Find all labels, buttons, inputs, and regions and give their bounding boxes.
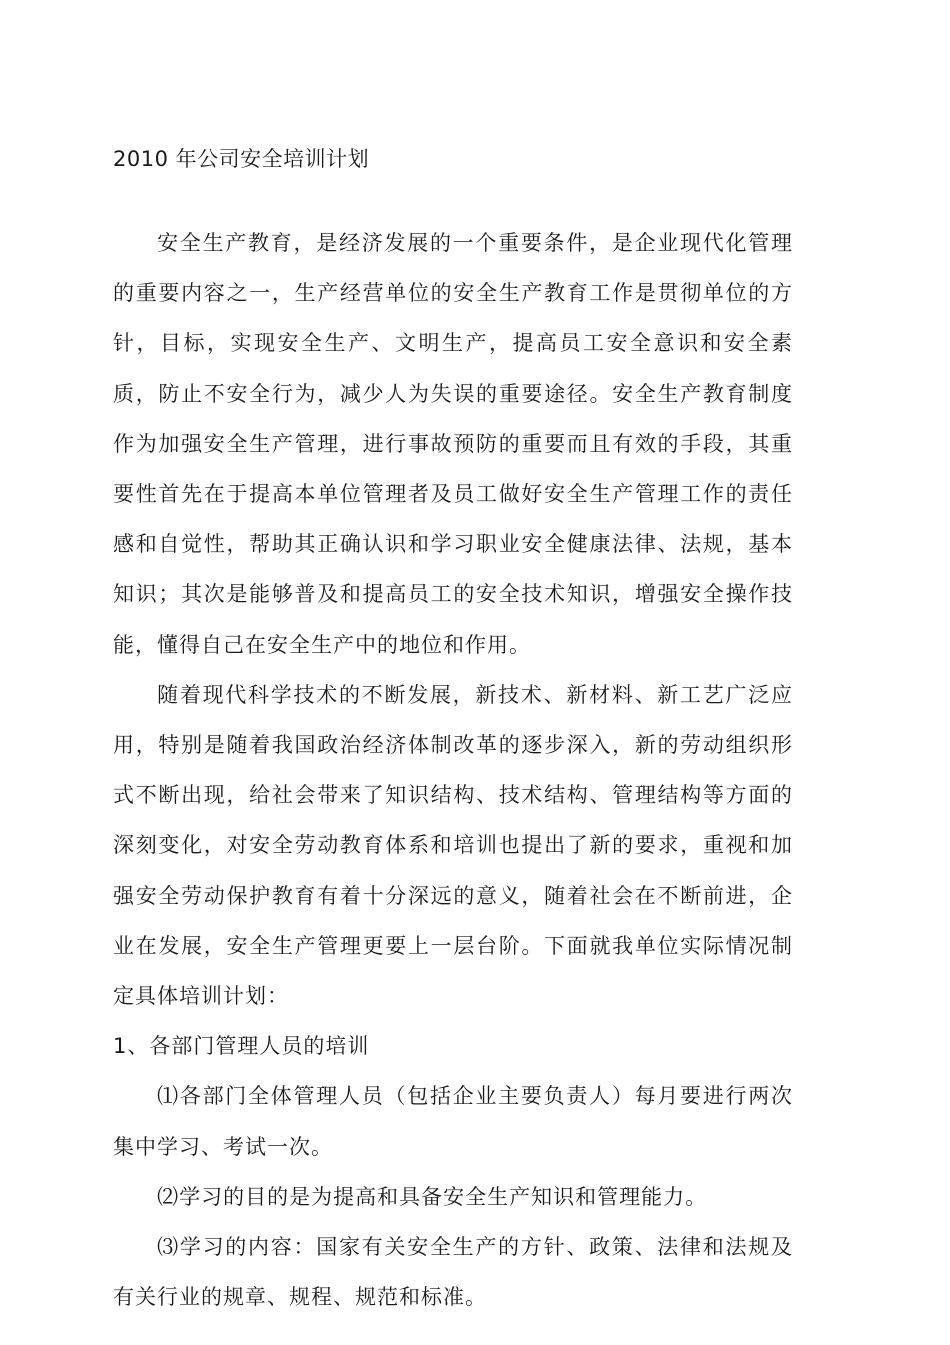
section-item: ⑴各部门全体管理人员（包括企业主要负责人）每月要进行两次集中学习、考试一次。 [113,1084,793,1159]
context-paragraph: 随着现代科学技术的不断发展，新技术、新材料、新工艺广泛应用，特别是随着我国政治经济体制改革的逐步深入，新的劳动组织形式不断出现，给社会带来了知识结构、技术结构、管理结构等方面的深刻变化，对安全劳动教育体系和培训也提出了新的要求，重视和加强安全劳动保护教育有着十分深远的意义，随着社会在不断前进，企业在发展，安全生产管理更要上一层台阶。下面就我单位实际情况制定具体培训计划： [113,682,793,1009]
section-item: ⑶学习的内容：国家有关安全生产的方针、政策、法律和法规及有关行业的规章、规程、规范和标准。 [113,1235,793,1310]
document-body [113,218,793,1322]
intro-paragraph: 安全生产教育，是经济发展的一个重要条件，是企业现代化管理的重要内容之一，生产经营单位的安全生产教育工作是贯彻单位的方针，目标，实现安全生产、文明生产，提高员工安全意识和安全素质，防止不安全行为，减少人为失误的重要途径。安全生产教育制度作为加强安全生产管理，进行事故预防的重要而且有效的手段，其重要性首先在于提高本单位管理者及员工做好安全生产管理工作的责任感和自觉性，帮助其正确认识和学习职业安全健康法律、法规，基本知识；其次是能够普及和提高员工的安全技术知识，增强安全操作技能，懂得自己在安全生产中的地位和作用。 [113,231,793,657]
section-item: ⑵学习的目的是为提高和具备安全生产知识和管理能力。 [157,1184,708,1209]
document-title: 2010 年公司安全培训计划 [113,147,370,171]
section-heading: 1、各部门管理人员的培训 [113,1034,370,1059]
